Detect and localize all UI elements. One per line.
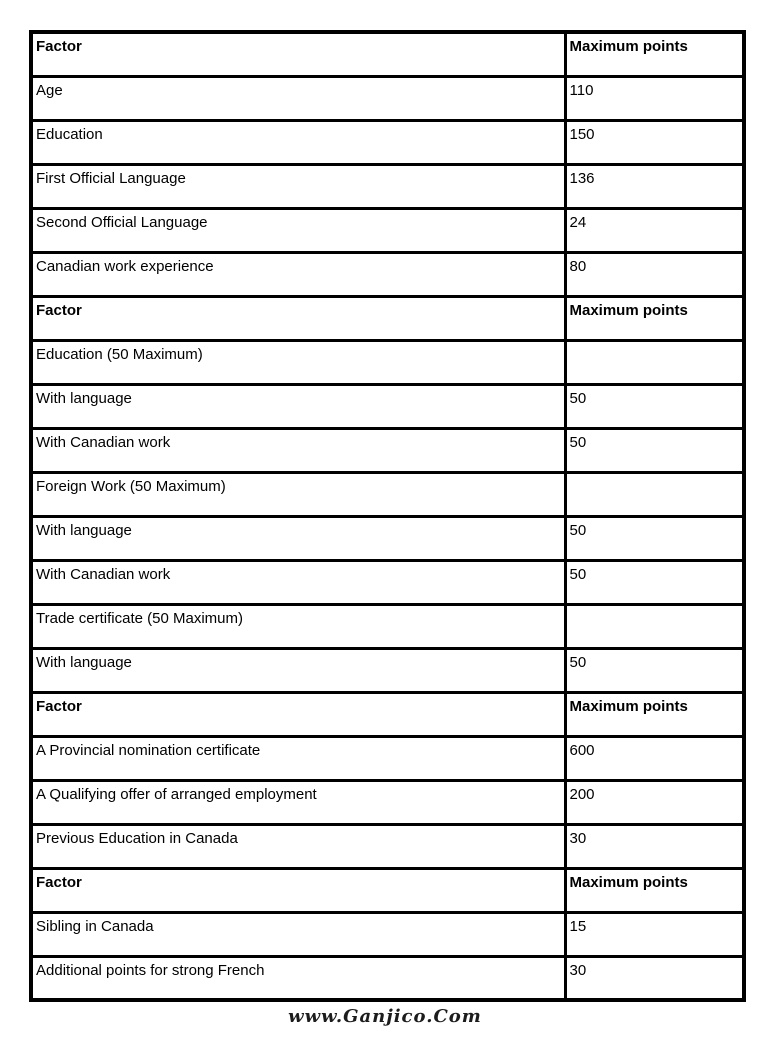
- points-cell: [565, 472, 744, 516]
- factor-cell: Education (50 Maximum): [31, 340, 565, 384]
- section-header-row: [31, 296, 744, 340]
- points-cell: Maximum points: [565, 296, 744, 340]
- table-row: [31, 956, 744, 1000]
- points-cell: 50: [565, 428, 744, 472]
- table-row: [31, 736, 744, 780]
- section-header-row: [31, 868, 744, 912]
- points-cell: 30: [565, 956, 744, 1000]
- factor-cell: Additional points for strong French: [31, 956, 565, 1000]
- factor-cell: A Qualifying offer of arranged employment: [31, 780, 565, 824]
- factor-cell: With Canadian work: [31, 560, 565, 604]
- table-row: [31, 164, 744, 208]
- points-cell: 600: [565, 736, 744, 780]
- factor-cell: Trade certificate (50 Maximum): [31, 604, 565, 648]
- factor-cell: With language: [31, 384, 565, 428]
- table-row: [31, 208, 744, 252]
- points-cell: 24: [565, 208, 744, 252]
- points-cell: 15: [565, 912, 744, 956]
- points-cell: 50: [565, 560, 744, 604]
- factor-cell: Canadian work experience: [31, 252, 565, 296]
- points-cell: 110: [565, 76, 744, 120]
- factor-cell: Factor: [31, 692, 565, 736]
- table-row: [31, 384, 744, 428]
- points-table-body: [31, 32, 744, 1000]
- points-cell: 200: [565, 780, 744, 824]
- section-header-row: [31, 32, 744, 76]
- points-cell: Maximum points: [565, 32, 744, 76]
- points-factors-table: [29, 30, 746, 1002]
- points-cell: [565, 604, 744, 648]
- points-cell: 80: [565, 252, 744, 296]
- factor-cell: Factor: [31, 32, 565, 76]
- table-row: [31, 252, 744, 296]
- table-row: [31, 648, 744, 692]
- factor-cell: Sibling in Canada: [31, 912, 565, 956]
- points-cell: 50: [565, 648, 744, 692]
- factor-cell: With Canadian work: [31, 428, 565, 472]
- factor-cell: Second Official Language: [31, 208, 565, 252]
- factor-cell: With language: [31, 516, 565, 560]
- points-cell: 50: [565, 516, 744, 560]
- factor-cell: First Official Language: [31, 164, 565, 208]
- table-row: [31, 604, 744, 648]
- table-row: [31, 912, 744, 956]
- factor-cell: Age: [31, 76, 565, 120]
- factor-cell: Factor: [31, 868, 565, 912]
- table-row: [31, 516, 744, 560]
- table-row: [31, 340, 744, 384]
- table-row: [31, 472, 744, 516]
- factor-cell: Factor: [31, 296, 565, 340]
- factor-cell: Foreign Work (50 Maximum): [31, 472, 565, 516]
- points-cell: [565, 340, 744, 384]
- points-cell: 50: [565, 384, 744, 428]
- factor-cell: Education: [31, 120, 565, 164]
- table-row: [31, 560, 744, 604]
- table-row: [31, 824, 744, 868]
- points-cell: 30: [565, 824, 744, 868]
- table-row: [31, 780, 744, 824]
- points-cell: 150: [565, 120, 744, 164]
- factor-cell: Previous Education in Canada: [31, 824, 565, 868]
- table-row: [31, 76, 744, 120]
- points-cell: Maximum points: [565, 692, 744, 736]
- table-row: [31, 120, 744, 164]
- section-header-row: [31, 692, 744, 736]
- factor-cell: A Provincial nomination certificate: [31, 736, 565, 780]
- table-row: [31, 428, 744, 472]
- points-cell: Maximum points: [565, 868, 744, 912]
- watermark-url: www.Ganjico.Com: [288, 1006, 482, 1027]
- factor-cell: With language: [31, 648, 565, 692]
- points-cell: 136: [565, 164, 744, 208]
